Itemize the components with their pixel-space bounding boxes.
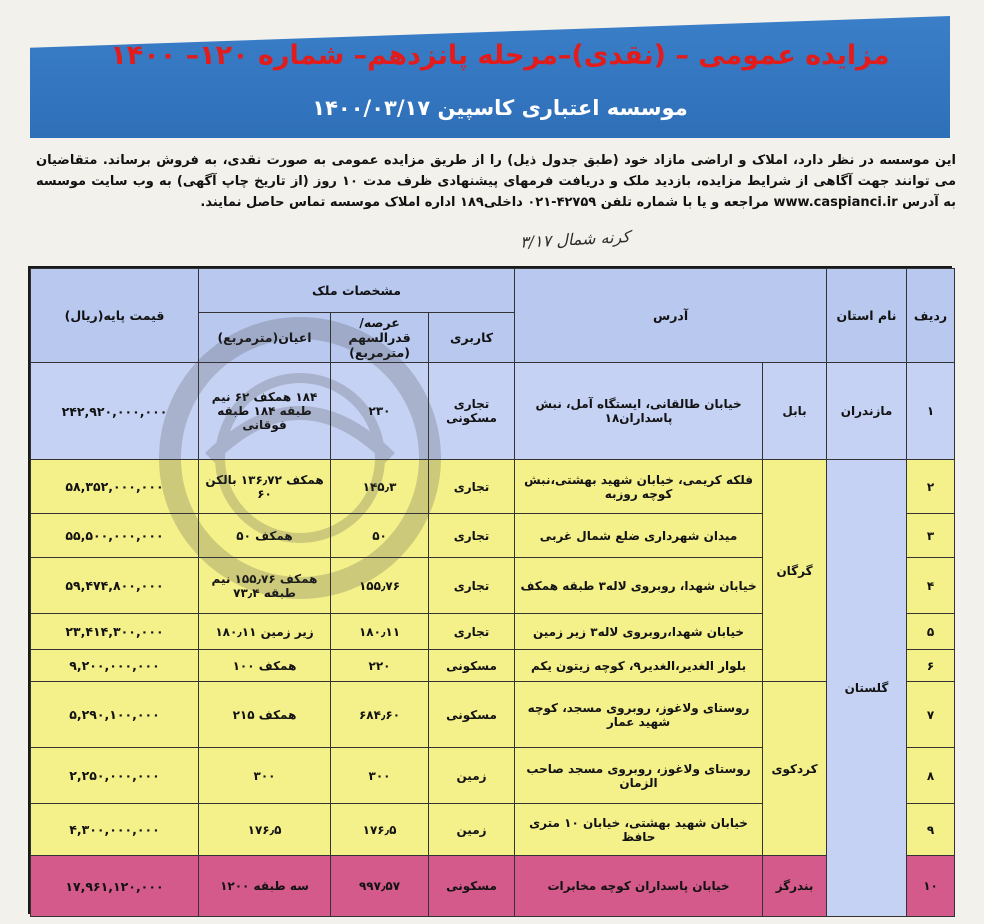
- cell-land-area: ۱۸۰٫۱۱: [331, 614, 429, 650]
- handwritten-note: کرنه شمال ۳/۱۷: [519, 227, 631, 252]
- cell-province: مازندران: [827, 363, 907, 460]
- cell-city: کردکوی: [763, 682, 827, 856]
- cell-building-area: ۳۰۰: [199, 748, 331, 804]
- cell-price: ۱۷,۹۶۱,۱۲۰,۰۰۰: [31, 856, 199, 917]
- cell-building-area: ۱۷۶٫۵: [199, 804, 331, 856]
- properties-table: [28, 266, 952, 914]
- cell-usage: مسکونی: [429, 856, 515, 917]
- cell-radif: ۵: [907, 614, 955, 650]
- cell-building-area: همکف ۱۰۰: [199, 650, 331, 682]
- cell-usage: تجاری: [429, 614, 515, 650]
- header-radif: ردیف: [907, 269, 955, 363]
- cell-radif: ۲: [907, 460, 955, 514]
- header-property-specs: مشخصات ملک: [199, 269, 515, 313]
- cell-price: ۵,۲۹۰,۱۰۰,۰۰۰: [31, 682, 199, 748]
- table-row: [31, 460, 955, 514]
- cell-land-area: ۱۷۶٫۵: [331, 804, 429, 856]
- cell-usage: زمین: [429, 748, 515, 804]
- cell-price: ۹,۲۰۰,۰۰۰,۰۰۰: [31, 650, 199, 682]
- cell-land-area: ۲۲۰: [331, 650, 429, 682]
- table-header-row: [31, 269, 955, 313]
- cell-price: ۴,۳۰۰,۰۰۰,۰۰۰: [31, 804, 199, 856]
- cell-address: روستای ولاغوز، روبروی مسجد صاحب الزمان: [515, 748, 763, 804]
- cell-city: بندرگز: [763, 856, 827, 917]
- cell-land-area: ۶۸۴٫۶۰: [331, 682, 429, 748]
- cell-address: خیابان شهدا، روبروی لاله۳ طبقه همکف: [515, 558, 763, 614]
- cell-price: ۵۵,۵۰۰,۰۰۰,۰۰۰: [31, 514, 199, 558]
- notice-subtitle: موسسه اعتباری کاسپین ۱۴۰۰/۰۳/۱۷: [312, 96, 688, 120]
- cell-address: خیابان پاسداران کوچه مخابرات: [515, 856, 763, 917]
- cell-price: ۲۳,۴۱۴,۳۰۰,۰۰۰: [31, 614, 199, 650]
- cell-building-area: همکف ۱۳۶٫۷۲ بالکن ۶۰: [199, 460, 331, 514]
- header-usage: کاربری: [429, 313, 515, 363]
- table-row: [31, 682, 955, 748]
- header-land-area: عرصه/قدرالسهم (مترمربع): [331, 313, 429, 363]
- table-row: [31, 856, 955, 917]
- cell-radif: ۳: [907, 514, 955, 558]
- cell-usage: زمین: [429, 804, 515, 856]
- cell-address: میدان شهرداری ضلع شمال غربی: [515, 514, 763, 558]
- intro-paragraph: این موسسه در نظر دارد، املاک و اراضی مازاد خود (طبق جدول ذیل) را از طریق مزایده عمومی به صورت نقدی، به فروش برساند. متقاضیان می توانند جهت آگاهی از شرایط مزایده، بازدید ملک و دریافت فرمهای پیشنهادی ظرف مدت ۱۰ روز (از تاریخ چاپ آگهی) به وب سایت موسسه به آدرس www.caspianci.ir مراجعه و یا با شماره تلفن ۴۲۷۵۹-۰۲۱ داخلی۱۸۹ اداره املاک موسسه تماس حاصل نمایند.: [36, 153, 956, 210]
- cell-price: ۵۸,۳۵۲,۰۰۰,۰۰۰: [31, 460, 199, 514]
- cell-city: گرگان: [763, 460, 827, 682]
- cell-radif: ۸: [907, 748, 955, 804]
- cell-land-area: ۳۰۰: [331, 748, 429, 804]
- cell-address: خیابان شهدا،روبروی لاله۳ زیر زمین: [515, 614, 763, 650]
- cell-price: ۵۹,۴۷۴,۸۰۰,۰۰۰: [31, 558, 199, 614]
- cell-building-area: ۱۸۴ همکف ۶۲ نیم طبقه ۱۸۴ طبقه فوقانی: [199, 363, 331, 460]
- cell-address: بلوار الغدیر،الغدیر۹، کوچه زیتون یکم: [515, 650, 763, 682]
- cell-radif: ۹: [907, 804, 955, 856]
- header-building-area: اعیان(مترمربع): [199, 313, 331, 363]
- cell-address: فلکه کریمی، خیابان شهید بهشتی،نبش کوچه روزبه: [515, 460, 763, 514]
- cell-building-area: سه طبقه ۱۲۰۰: [199, 856, 331, 917]
- cell-land-area: ۱۴۵٫۳: [331, 460, 429, 514]
- cell-building-area: زیر زمین ۱۸۰٫۱۱: [199, 614, 331, 650]
- cell-address: روستای ولاغوز، روبروی مسجد، کوچه شهید عمار: [515, 682, 763, 748]
- header-province: نام استان: [827, 269, 907, 363]
- cell-radif: ۷: [907, 682, 955, 748]
- cell-price: ۲,۲۵۰,۰۰۰,۰۰۰: [31, 748, 199, 804]
- cell-radif: ۱: [907, 363, 955, 460]
- cell-province: گلستان: [827, 460, 907, 917]
- cell-price: ۲۴۲,۹۲۰,۰۰۰,۰۰۰: [31, 363, 199, 460]
- cell-land-area: ۲۳۰: [331, 363, 429, 460]
- cell-usage: تجاری مسکونی: [429, 363, 515, 460]
- cell-usage: مسکونی: [429, 650, 515, 682]
- cell-radif: ۴: [907, 558, 955, 614]
- cell-radif: ۱۰: [907, 856, 955, 917]
- cell-usage: تجاری: [429, 460, 515, 514]
- cell-land-area: ۹۹۷٫۵۷: [331, 856, 429, 917]
- cell-land-area: ۱۵۵٫۷۶: [331, 558, 429, 614]
- header-base-price: قیمت پایه(ریال): [31, 269, 199, 363]
- table-row: [31, 363, 955, 460]
- cell-building-area: همکف ۵۰: [199, 514, 331, 558]
- cell-usage: تجاری: [429, 514, 515, 558]
- cell-building-area: همکف ۲۱۵: [199, 682, 331, 748]
- cell-address: خیابان طالقانی، ایستگاه آمل، نبش پاسداران۱۸: [515, 363, 763, 460]
- cell-address: خیابان شهید بهشتی، خیابان ۱۰ متری حافظ: [515, 804, 763, 856]
- header-address: آدرس: [515, 269, 827, 363]
- notice-title: مزایده عمومی – (نقدی)–مرحله پانزدهم– شماره ۱۲۰– ۱۴۰۰: [110, 40, 890, 71]
- cell-city: بابل: [763, 363, 827, 460]
- cell-radif: ۶: [907, 650, 955, 682]
- cell-usage: تجاری: [429, 558, 515, 614]
- cell-usage: مسکونی: [429, 682, 515, 748]
- cell-land-area: ۵۰: [331, 514, 429, 558]
- cell-building-area: همکف ۱۵۵٫۷۶ نیم طبقه ۷۳٫۴: [199, 558, 331, 614]
